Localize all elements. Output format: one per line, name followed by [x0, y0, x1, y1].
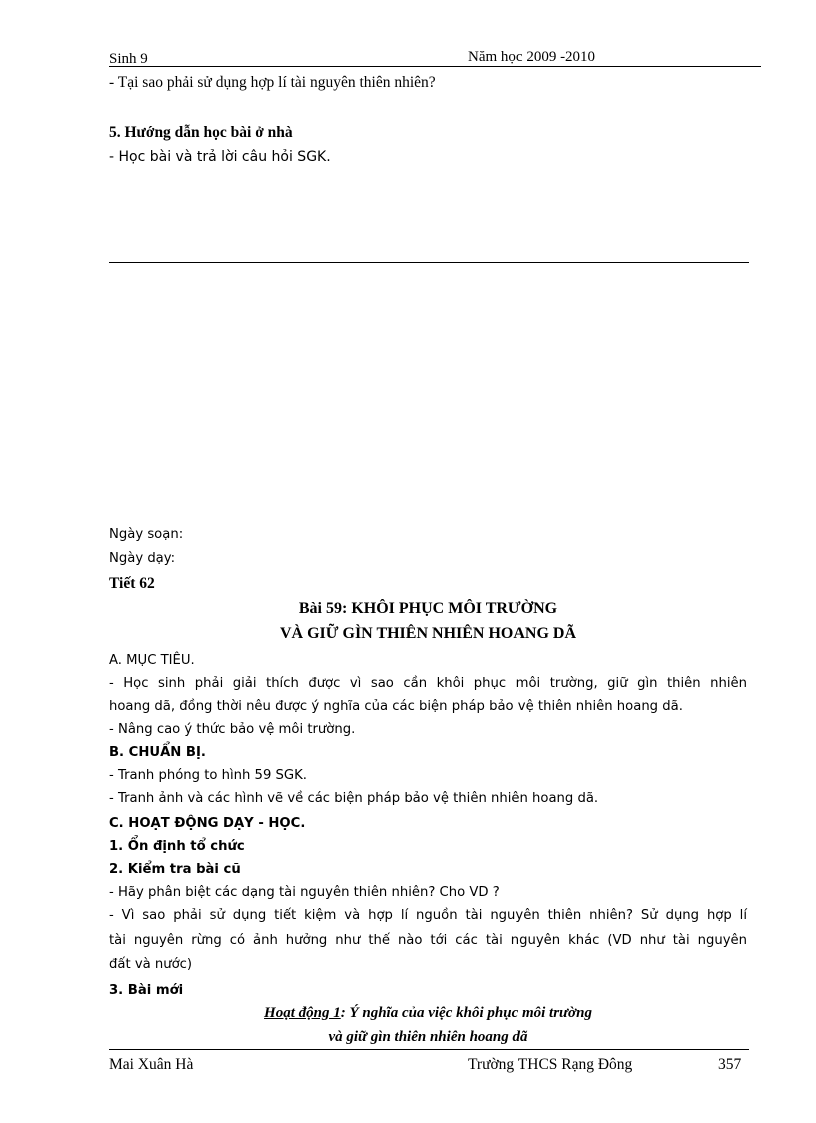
header-school-year: Năm học 2009 -2010	[468, 49, 596, 65]
check-question-2-line2: tài nguyên rừng có ảnh hưởng như thế nào tới các tài nguyên khác (VD như tài nguyên	[109, 933, 747, 948]
section-a-heading: A. MỤC TIÊU.	[109, 653, 195, 668]
lesson-title-line1: Bài 59: KHÔI PHỤC MÔI TRƯỜNG	[298, 600, 558, 617]
header-rule	[109, 66, 761, 67]
page-number: 357	[718, 1056, 742, 1073]
objective-2: - Nâng cao ý thức bảo vệ môi trường.	[109, 722, 356, 737]
homework-instruction: - Học bài và trả lời câu hỏi SGK.	[109, 149, 331, 165]
section-divider	[109, 262, 749, 263]
prep-item-2: - Tranh ảnh và các hình vẽ về các biện pháp bảo vệ thiên nhiên hoang dã.	[109, 791, 599, 806]
step-3-heading: 3. Bài mới	[109, 983, 184, 998]
review-question: - Tại sao phải sử dụng hợp lí tài nguyên thiên nhiên?	[109, 74, 436, 91]
homework-heading: 5. Hướng dẫn học bài ở nhà	[109, 124, 293, 141]
objective-1-line1: - Học sinh phải giải thích được vì sao cần khôi phục môi trường, giữ gìn thiên nhiên	[109, 676, 747, 691]
activity-1-title-text: : Ý nghĩa của việc khôi phục môi trường	[340, 1005, 592, 1021]
check-question-1: - Hãy phân biệt các dạng tài nguyên thiên nhiên? Cho VD ?	[109, 885, 500, 900]
check-question-2-line3: đất và nước)	[109, 957, 193, 972]
check-question-2-line1: - Vì sao phải sử dụng tiết kiệm và hợp lí nguồn tài nguyên thiên nhiên? Sử dụng hợp lí	[109, 908, 747, 923]
section-b-heading: B. CHUẨN BỊ.	[109, 745, 206, 760]
prep-date-label: Ngày soạn:	[109, 527, 184, 542]
objective-1-line2: hoang dã, đồng thời nêu được ý nghĩa của các biện pháp bảo vệ thiên nhiên hoang dã.	[109, 699, 683, 714]
lesson-period: Tiết 62	[109, 575, 155, 592]
activity-1-title-line1	[109, 1005, 747, 1022]
activity-1-label: Hoạt động 1	[264, 1005, 341, 1021]
step-1-heading: 1. Ổn định tổ chức	[109, 839, 245, 854]
section-c-heading: C. HOẠT ĐỘNG DẠY - HỌC.	[109, 816, 306, 831]
teach-date-label: Ngày dạy:	[109, 551, 176, 566]
lesson-title-line2: VÀ GIỮ GÌN THIÊN NHIÊN HOANG DÃ	[279, 625, 577, 642]
footer-rule	[109, 1049, 749, 1050]
activity-1-title-line2: và giữ gìn thiên nhiên hoang dã	[328, 1029, 528, 1045]
header-subject: Sinh 9	[109, 51, 148, 67]
footer-author: Mai Xuân Hà	[109, 1056, 194, 1073]
footer-school: Trường THCS Rạng Đông	[468, 1056, 633, 1073]
step-2-heading: 2. Kiểm tra bài cũ	[109, 862, 241, 877]
prep-item-1: - Tranh phóng to hình 59 SGK.	[109, 768, 307, 783]
